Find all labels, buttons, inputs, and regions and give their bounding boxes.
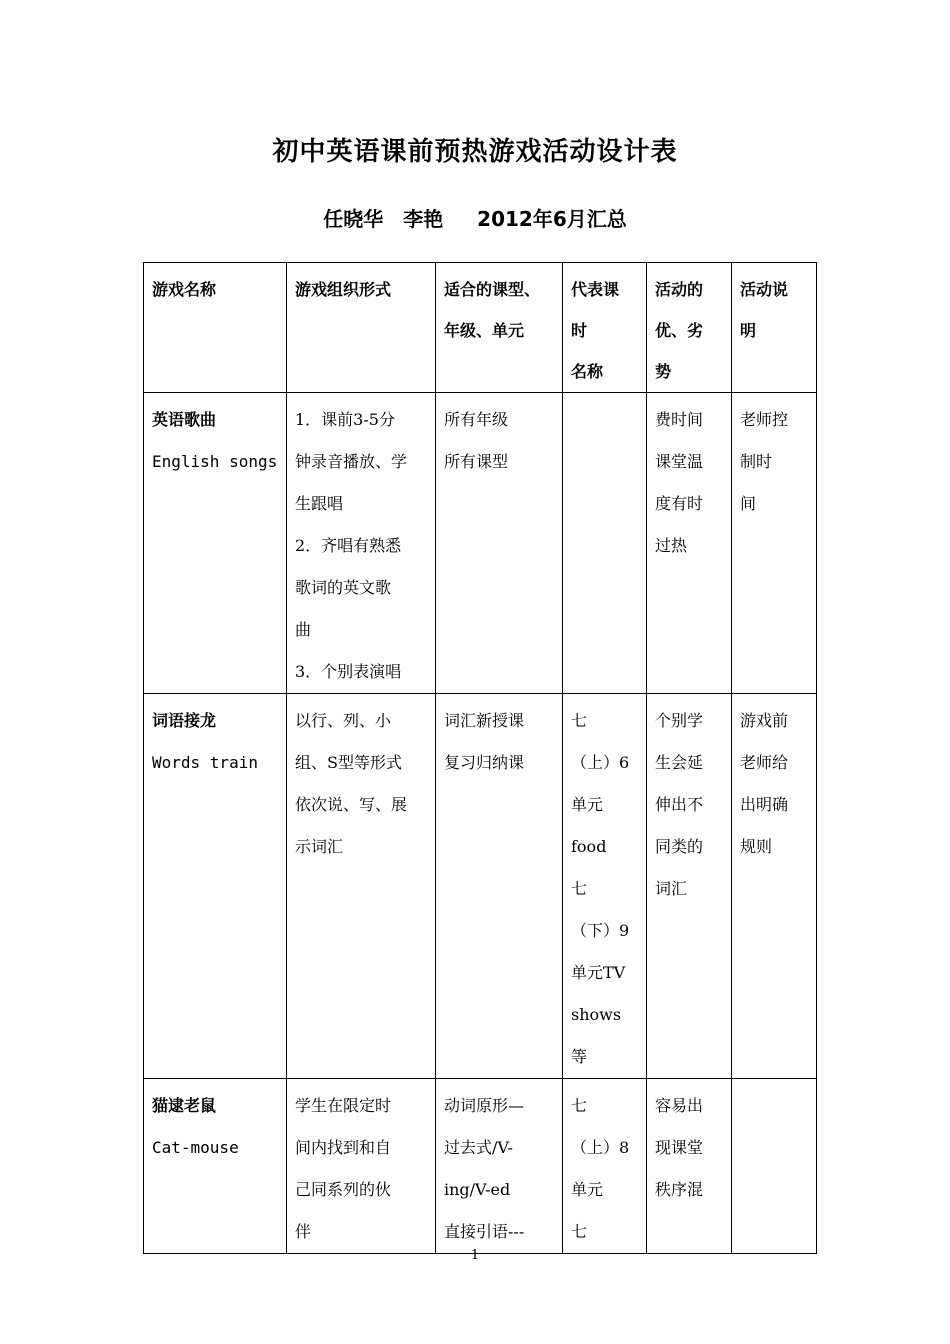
cell-line: 规则 bbox=[740, 837, 773, 856]
cell-line: 七 bbox=[571, 879, 588, 898]
cell-line: 以行、列、小 bbox=[295, 711, 392, 730]
cell-line: 过热 bbox=[655, 536, 688, 555]
game-name-en: Words train bbox=[152, 753, 258, 772]
cell-line: 己同系列的伙 bbox=[295, 1180, 392, 1199]
cell-line: 单元TV bbox=[571, 963, 626, 982]
cell-line: 单元 bbox=[571, 1180, 604, 1199]
cell-line: 费时间 bbox=[655, 410, 704, 429]
cell-line: 动词原形— bbox=[444, 1096, 525, 1115]
cell-line: 2．齐唱有熟悉 bbox=[295, 536, 402, 555]
cell-representative-lesson bbox=[563, 1079, 647, 1254]
cell-line: 容易出 bbox=[655, 1096, 704, 1115]
cell-line: 老师控 bbox=[740, 410, 789, 429]
cell-organization-form bbox=[287, 1079, 436, 1254]
game-name-cn: 英语歌曲 bbox=[152, 410, 217, 429]
cell-line: 间内找到和自 bbox=[295, 1138, 392, 1157]
game-design-table bbox=[143, 262, 817, 1254]
cell-game-name bbox=[144, 694, 287, 1079]
cell-line: 学生在限定时 bbox=[295, 1096, 392, 1115]
document-title: 初中英语课前预热游戏活动设计表 bbox=[272, 137, 678, 167]
game-name-cn: 猫逮老鼠 bbox=[152, 1096, 217, 1115]
header-representative-lesson bbox=[563, 263, 647, 393]
cell-line: 出明确 bbox=[740, 795, 789, 814]
cell-line: 生会延 bbox=[655, 753, 704, 772]
cell-line: 明 bbox=[740, 321, 757, 340]
cell-line: 所有课型 bbox=[444, 452, 509, 471]
cell-lesson-type bbox=[436, 1079, 563, 1254]
cell-line: 歌词的英文歌 bbox=[295, 578, 392, 597]
header-organization-form bbox=[287, 263, 436, 393]
cell-line: 直接引语--- bbox=[444, 1222, 525, 1241]
game-name-en: English songs bbox=[152, 452, 278, 471]
cell-line: 游戏组织形式 bbox=[295, 280, 392, 299]
cell-organization-form bbox=[287, 393, 436, 694]
cell-line: 过去式/V- bbox=[444, 1138, 513, 1157]
cell-line: 制时 bbox=[740, 452, 773, 471]
cell-line: 游戏名称 bbox=[152, 280, 217, 299]
cell-line: food bbox=[571, 837, 607, 856]
cell-line: 生跟唱 bbox=[295, 494, 344, 513]
header-notes bbox=[732, 263, 817, 393]
game-name-en: Cat-mouse bbox=[152, 1138, 239, 1157]
table-row bbox=[144, 393, 817, 694]
cell-line: 活动说 bbox=[740, 280, 789, 299]
cell-line: 词汇新授课 bbox=[444, 711, 525, 730]
cell-line: 钟录音播放、学 bbox=[295, 452, 408, 471]
cell-line: 活动的 bbox=[655, 280, 704, 299]
cell-line: 适合的课型、 bbox=[444, 280, 541, 299]
cell-pros-cons bbox=[647, 1079, 732, 1254]
cell-line: 曲 bbox=[295, 620, 312, 639]
cell-line: 伸出不 bbox=[655, 795, 704, 814]
cell-line: 复习归纳课 bbox=[444, 753, 525, 772]
cell-lesson-type bbox=[436, 393, 563, 694]
cell-line: （上）6 bbox=[571, 753, 630, 772]
cell-line: 依次说、写、展 bbox=[295, 795, 408, 814]
game-name-cn: 词语接龙 bbox=[152, 711, 217, 730]
cell-line: 代表课 bbox=[571, 280, 620, 299]
cell-pros-cons bbox=[647, 694, 732, 1079]
cell-line: 时 bbox=[571, 321, 588, 340]
cell-line: 同类的 bbox=[655, 837, 704, 856]
cell-line: 伴 bbox=[295, 1222, 312, 1241]
cell-line: （下）9 bbox=[571, 921, 630, 940]
cell-line: 秩序混 bbox=[655, 1180, 704, 1199]
table-row bbox=[144, 1079, 817, 1254]
cell-line: ing/V-ed bbox=[444, 1180, 511, 1199]
cell-line: 势 bbox=[655, 362, 672, 381]
document-subtitle: 任晓华 李艳 2012年6月汇总 bbox=[323, 207, 627, 231]
cell-line: 3．个别表演唱 bbox=[295, 662, 402, 681]
cell-notes bbox=[732, 1079, 817, 1254]
cell-line: 老师给 bbox=[740, 753, 789, 772]
cell-line: 单元 bbox=[571, 795, 604, 814]
cell-line: 个别学 bbox=[655, 711, 704, 730]
table-row bbox=[144, 694, 817, 1079]
cell-line: 年级、单元 bbox=[444, 321, 525, 340]
cell-line: （上）8 bbox=[571, 1138, 630, 1157]
cell-game-name bbox=[144, 1079, 287, 1254]
cell-lesson-type bbox=[436, 694, 563, 1079]
cell-line: 组、S型等形式 bbox=[295, 753, 402, 772]
cell-line: 所有年级 bbox=[444, 410, 509, 429]
cell-line: 1．课前3-5分 bbox=[295, 410, 395, 429]
cell-notes bbox=[732, 694, 817, 1079]
cell-line: 七 bbox=[571, 1096, 588, 1115]
cell-organization-form bbox=[287, 694, 436, 1079]
cell-pros-cons bbox=[647, 393, 732, 694]
cell-line: 优、劣 bbox=[655, 321, 704, 340]
cell-line: 现课堂 bbox=[655, 1138, 704, 1157]
cell-line: 游戏前 bbox=[740, 711, 789, 730]
cell-line: 词汇 bbox=[655, 879, 688, 898]
cell-line: 七 bbox=[571, 711, 588, 730]
header-pros-cons bbox=[647, 263, 732, 393]
cell-line: 课堂温 bbox=[655, 452, 704, 471]
cell-line: 等 bbox=[571, 1047, 588, 1066]
header-lesson-type bbox=[436, 263, 563, 393]
cell-notes bbox=[732, 393, 817, 694]
page-number: 1 bbox=[470, 1248, 480, 1263]
cell-game-name bbox=[144, 393, 287, 694]
cell-line: 七 bbox=[571, 1222, 588, 1241]
cell-line: 示词汇 bbox=[295, 837, 344, 856]
cell-line: 名称 bbox=[571, 362, 604, 381]
cell-line: 度有时 bbox=[655, 494, 704, 513]
cell-line: 间 bbox=[740, 494, 757, 513]
cell-representative-lesson bbox=[563, 393, 647, 694]
header-game-name bbox=[144, 263, 287, 393]
cell-line: shows bbox=[571, 1005, 622, 1024]
cell-representative-lesson bbox=[563, 694, 647, 1079]
table-header-row bbox=[144, 263, 817, 393]
